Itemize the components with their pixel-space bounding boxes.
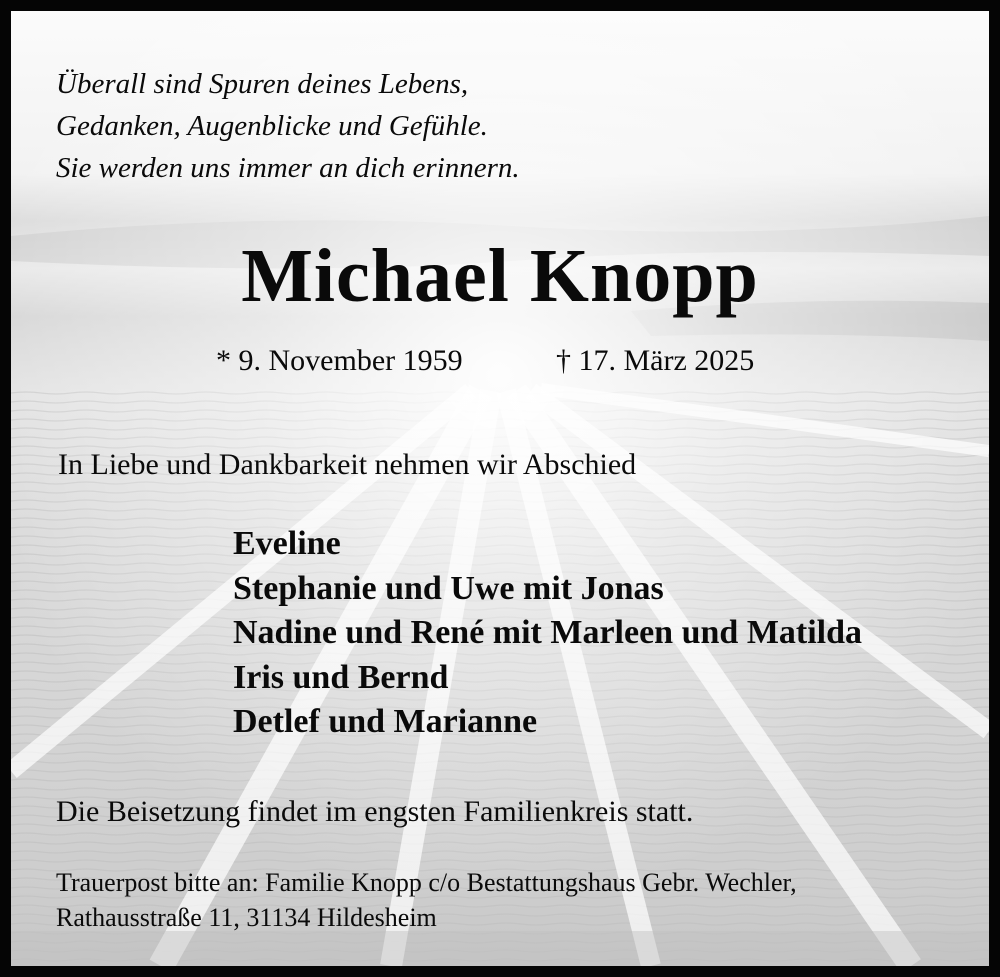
deceased-name: Michael Knopp — [241, 234, 759, 318]
mourner-entry: Eveline — [233, 525, 341, 562]
birth-date: * 9. November 1959 — [216, 344, 463, 377]
farewell-intro: In Liebe und Dankbarkeit nehmen wir Abschied — [58, 448, 637, 481]
poem-line: Überall sind Spuren deines Lebens, — [56, 68, 469, 100]
funeral-note: Die Beisetzung findet im engsten Familienkreis statt. — [56, 795, 694, 828]
mourner-entry: Detlef und Marianne — [233, 703, 538, 740]
mourner-entry: Stephanie und Uwe mit Jonas — [233, 569, 664, 607]
address-line: Trauerpost bitte an: Familie Knopp c/o Bestattungshaus Gebr. Wechler, — [56, 868, 797, 897]
poem-line: Sie werden uns immer an dich erinnern. — [56, 152, 520, 184]
mourner-entry: Nadine und René mit Marleen und Matilda — [233, 614, 863, 651]
poem-line: Gedanken, Augenblicke und Gefühle. — [56, 110, 488, 142]
mourner-entry: Iris und Bernd — [233, 658, 449, 696]
memorial-poem — [56, 63, 520, 189]
address-line: Rathausstraße 11, 31134 Hildesheim — [56, 903, 437, 932]
death-date: † 17. März 2025 — [556, 344, 755, 377]
condolence-address — [56, 865, 797, 935]
mourners-list — [233, 522, 862, 745]
